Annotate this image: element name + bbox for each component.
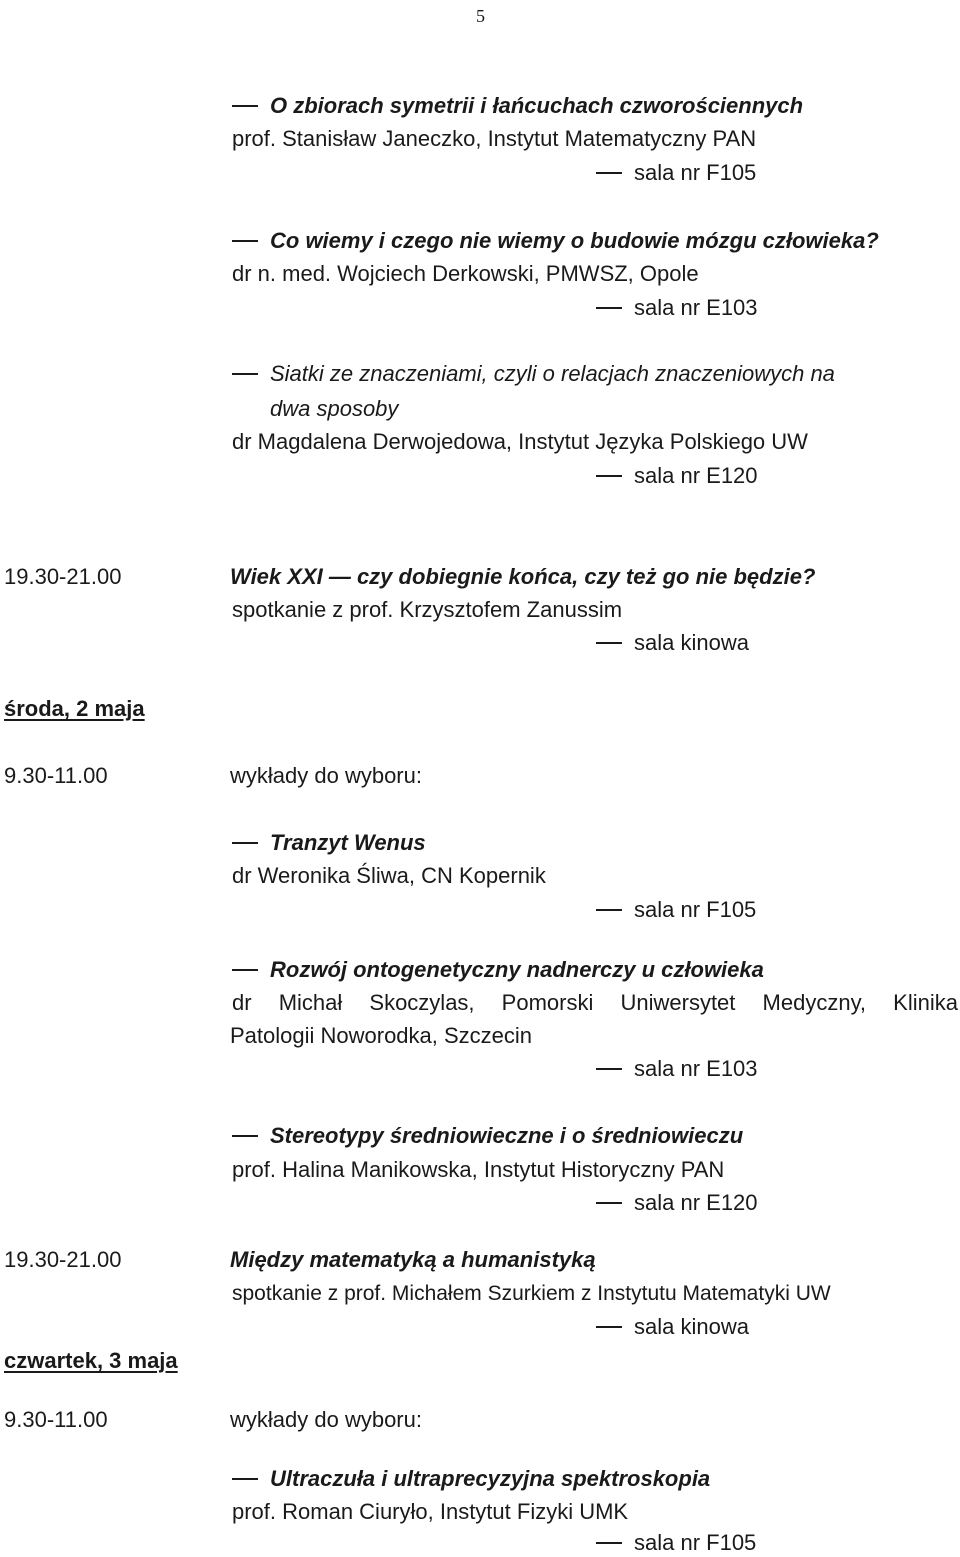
dash-icon [596,172,622,174]
dash-icon [596,1068,622,1070]
dash-icon [232,105,258,107]
dash-icon [596,1202,622,1204]
dash-icon [232,240,258,242]
event-title: Między matematyką a humanistyką [230,1247,596,1272]
session-time: 9.30-11.00 [4,763,108,788]
lecture-room: sala nr E120 [596,1189,758,1217]
lecture-speaker-continued: Patologii Noworodka, Szczecin [230,1023,533,1048]
dash-icon [596,475,622,477]
lecture-room: sala nr F105 [596,159,756,187]
dash-icon [232,842,258,844]
lecture-title: Co wiemy i czego nie wiemy o budowie mózgu człowieka? [232,227,879,255]
dash-icon [596,909,622,911]
dash-icon [596,1326,622,1328]
dash-icon [232,1135,258,1137]
event-title: Wiek XXI — czy dobiegnie końca, czy też go nie będzie? [230,564,816,589]
lecture-speaker: dr n. med. Wojciech Derkowski, PMWSZ, Opole [232,261,699,286]
lecture-room: sala nr E103 [596,294,758,322]
dash-icon [232,373,258,375]
page-number: 5 [476,6,485,26]
lecture-speaker: prof. Roman Ciuryło, Instytut Fizyki UMK [232,1499,629,1524]
dash-icon [596,642,622,644]
session-intro: wykłady do wyboru: [230,1407,422,1432]
lecture-room: sala nr F105 [596,1529,756,1557]
lecture-title: Siatki ze znaczeniami, czyli o relacjach znaczeniowych na [232,360,835,388]
event-time: 19.30-21.00 [4,1247,122,1272]
event-subtitle: spotkanie z prof. Michałem Szurkiem z Instytutu Matematyki UW [232,1282,831,1305]
lecture-title: Ultraczuła i ultraprecyzyjna spektroskopia [232,1465,710,1493]
lecture-speaker: dr Magdalena Derwojedowa, Instytut Języka Polskiego UW [232,429,808,454]
dash-icon [596,1542,622,1544]
lecture-room: sala nr E103 [596,1055,758,1083]
session-time: 9.30-11.00 [4,1407,108,1432]
lecture-speaker: dr Michał Skoczylas, Pomorski Uniwersytet Medyczny, Klinika [232,990,958,1015]
dash-icon [596,307,622,309]
lecture-speaker: prof. Stanisław Janeczko, Instytut Matematyczny PAN [232,126,757,151]
lecture-title-continued: dwa sposoby [270,396,399,421]
lecture-title: Stereotypy średniowieczne i o średniowieczu [232,1122,743,1150]
lecture-room: sala nr E120 [596,462,758,490]
day-heading: środa, 2 maja [4,696,145,721]
event-time: 19.30-21.00 [4,564,122,589]
lecture-title: Tranzyt Wenus [232,829,426,857]
lecture-speaker: prof. Halina Manikowska, Instytut Historyczny PAN [232,1157,725,1182]
lecture-title: Rozwój ontogenetyczny nadnerczy u człowieka [232,956,764,984]
dash-icon [232,969,258,971]
event-room: sala kinowa [596,629,749,657]
lecture-title: O zbiorach symetrii i łańcuchach czworościennych [232,92,803,120]
day-heading: czwartek, 3 maja [4,1348,178,1373]
lecture-room: sala nr F105 [596,896,756,924]
dash-icon [232,1478,258,1480]
session-intro: wykłady do wyboru: [230,763,422,788]
lecture-speaker: dr Weronika Śliwa, CN Kopernik [232,863,546,888]
event-subtitle: spotkanie z prof. Krzysztofem Zanussim [232,597,623,622]
event-room: sala kinowa [596,1313,749,1341]
